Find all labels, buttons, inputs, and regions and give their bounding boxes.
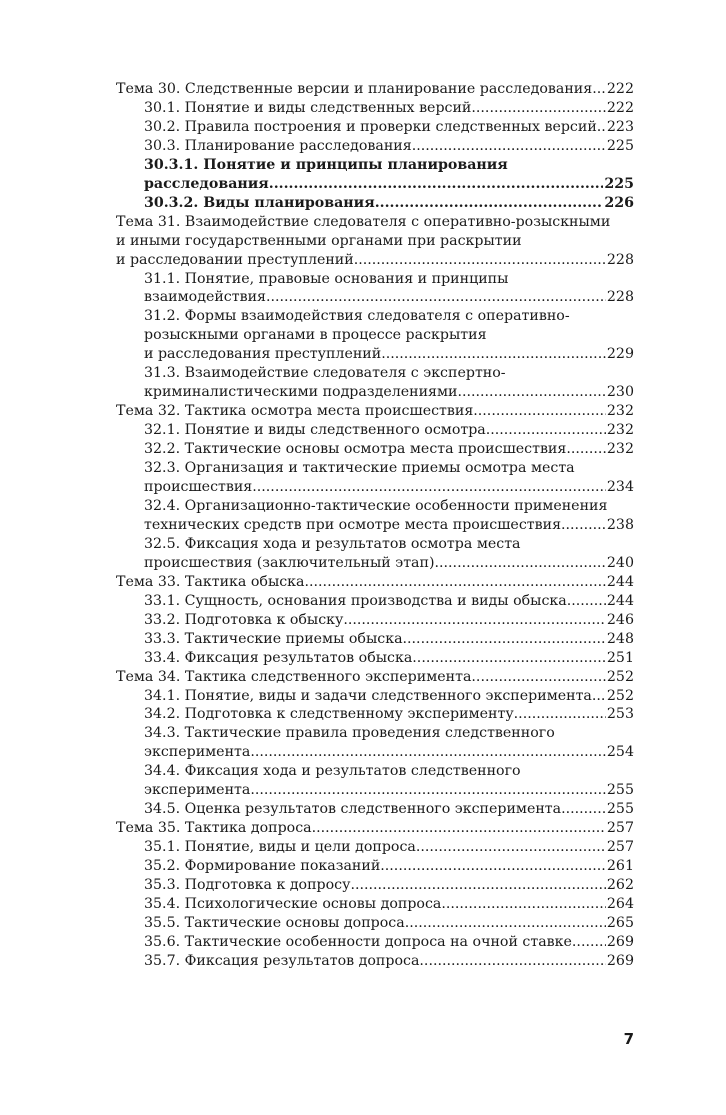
dot-leader	[305, 573, 606, 592]
toc-entry-line	[144, 345, 634, 364]
toc-entry-line	[144, 99, 634, 118]
toc-section-entry	[116, 118, 634, 137]
toc-page-number: 244	[606, 592, 634, 609]
toc-entry-title: расследования.	[144, 175, 274, 192]
toc-page-number: 228	[606, 289, 634, 306]
toc-section-entry	[116, 914, 634, 933]
toc-page-number: 257	[606, 839, 634, 856]
toc-page-number: 223	[606, 118, 634, 135]
toc-topic-entry	[116, 573, 634, 592]
dot-leader	[252, 478, 606, 497]
toc-entry-line	[144, 270, 634, 289]
toc-page-number: 255	[606, 782, 634, 799]
toc-entry-line	[144, 952, 634, 971]
toc-entry-title: 34.1. Понятие, виды и задачи следственного эксперимента	[144, 687, 592, 704]
dot-leader	[250, 743, 606, 762]
toc-entry-title: Тема 34. Тактика следственного эксперимента	[116, 668, 472, 685]
toc-entry-line	[144, 288, 634, 307]
toc-entry-line	[144, 383, 634, 402]
toc-entry-line	[144, 118, 634, 137]
toc-entry-title: 32.5. Фиксация хода и результатов осмотра места	[144, 535, 521, 552]
toc-entry-title: 30.3. Планирование расследования	[144, 137, 412, 154]
toc-section-entry	[116, 838, 634, 857]
toc-entry-line	[144, 307, 634, 326]
toc-entry-title: 35.3. Подготовка к допросу	[144, 877, 351, 894]
dot-leader	[343, 611, 606, 630]
toc-page-number: 228	[606, 251, 634, 268]
toc-section-entry	[116, 724, 634, 762]
toc-entry-line	[144, 175, 634, 194]
dot-leader	[473, 402, 606, 421]
toc-entry-title: эксперимента	[144, 744, 251, 761]
toc-entry-line	[144, 705, 634, 724]
toc-entry-title: 35.5. Тактические основы допроса	[144, 914, 405, 931]
toc-page-number: 255	[606, 801, 634, 818]
toc-page-number: 257	[606, 820, 634, 837]
dot-leader	[486, 421, 606, 440]
dot-leader	[250, 781, 606, 800]
toc-section-entry	[116, 857, 634, 876]
toc-entry-line	[144, 194, 634, 213]
toc-entry-line	[144, 895, 634, 914]
toc-entry-title: 34.4. Фиксация хода и результатов следственного	[144, 763, 521, 780]
dot-leader	[375, 194, 604, 213]
toc-section-entry	[116, 762, 634, 800]
toc-page-number: 234	[606, 479, 634, 496]
toc-entry-title: Тема 32. Тактика осмотра места происшествия	[116, 403, 474, 420]
dot-leader	[471, 668, 605, 687]
toc-entry-line	[144, 876, 634, 895]
toc-entry-title: 32.4. Организационно-тактические особенности применения	[144, 497, 608, 514]
toc-entry-title: криминалистическими подразделениями	[144, 384, 458, 401]
dot-leader	[405, 914, 606, 933]
toc-page-number: 232	[606, 403, 634, 420]
toc-entry-title: Тема 33. Тактика обыска	[116, 573, 305, 590]
toc-entry-title: происшествия	[144, 479, 253, 496]
toc-entry-title: 30.2. Правила построения и проверки следственных версий	[144, 118, 597, 135]
toc-entry-line	[144, 459, 634, 478]
toc-section-entry	[116, 497, 634, 535]
dot-leader	[416, 838, 606, 857]
toc-page-number: 225	[604, 175, 634, 192]
toc-page-number: 248	[606, 630, 634, 647]
toc-entry-line	[144, 326, 634, 345]
toc-page-number: 222	[606, 81, 634, 97]
toc-section-entry	[116, 876, 634, 895]
toc-entry-title: 31.1. Понятие, правовые основания и принципы	[144, 270, 509, 287]
toc-entry-title: и расследования преступлений	[144, 346, 382, 363]
toc-entry-title: 32.2. Тактические основы осмотра места происшествия	[144, 441, 567, 458]
toc-section-entry	[116, 99, 634, 118]
table-of-contents	[116, 80, 634, 971]
toc-entry-line	[116, 573, 634, 592]
toc-entry-line	[144, 497, 634, 516]
toc-entry-line	[144, 630, 634, 649]
toc-entry-line	[144, 724, 634, 743]
toc-page-number: 252	[606, 687, 634, 704]
toc-page-number: 230	[606, 384, 634, 401]
toc-entry-title: 35.1. Понятие, виды и цели допроса	[144, 839, 416, 856]
toc-entry-title: и расследовании преступлений	[116, 251, 354, 268]
toc-entry-line	[144, 781, 634, 800]
toc-entry-title: 33.4. Фиксация результатов обыска	[144, 649, 413, 666]
toc-page-number: 253	[606, 706, 634, 723]
toc-entry-line	[144, 478, 634, 497]
toc-section-entry	[116, 270, 634, 308]
toc-entry-title: розыскными органами в процессе раскрытия	[144, 327, 487, 344]
dot-leader	[572, 933, 606, 952]
dot-leader	[266, 288, 606, 307]
toc-entry-title: 33.3. Тактические приемы обыска	[144, 630, 403, 647]
dot-leader	[412, 137, 606, 156]
page-number: 7	[623, 1030, 634, 1048]
toc-entry-line	[144, 516, 634, 535]
toc-entry-title: 34.5. Оценка результатов следственного эксперимента	[144, 801, 562, 818]
toc-topic-entry	[116, 80, 634, 99]
toc-section-entry	[116, 800, 634, 819]
toc-entry-title: взаимодействия	[144, 289, 266, 306]
dot-leader	[441, 895, 606, 914]
toc-topic-entry	[116, 402, 634, 421]
toc-page-number: 222	[606, 99, 634, 116]
toc-entry-title: 30.3.1. Понятие и принципы планирования	[144, 156, 508, 173]
dot-leader	[514, 705, 606, 724]
toc-entry-title: и иными государственными органами при раскрытии	[116, 232, 522, 249]
toc-section-entry	[116, 705, 634, 724]
dot-leader	[412, 649, 606, 668]
toc-section-entry	[116, 611, 634, 630]
toc-entry-line	[116, 80, 634, 99]
toc-entry-line	[144, 649, 634, 668]
dot-leader	[435, 554, 606, 573]
toc-entry-line	[144, 687, 634, 706]
toc-section-entry	[116, 307, 634, 364]
dot-leader	[597, 118, 606, 137]
toc-entry-line	[144, 838, 634, 857]
toc-entry-line	[144, 914, 634, 933]
toc-section-entry	[116, 687, 634, 706]
toc-entry-title: 32.3. Организация и тактические приемы осмотра места	[144, 460, 575, 477]
toc-entry-title: происшествия (заключительный этап)	[144, 554, 435, 571]
toc-page-number: 251	[606, 649, 634, 666]
toc-entry-line	[144, 611, 634, 630]
toc-page-number: 254	[606, 744, 634, 761]
toc-entry-title: 32.1. Понятие и виды следственного осмотра	[144, 422, 486, 439]
toc-entry-title: 31.2. Формы взаимодействия следователя с оперативно-	[144, 308, 570, 325]
toc-page-number: 229	[606, 346, 634, 363]
toc-entry-title: Тема 31. Взаимодействие следователя с оперативно-розыскными	[116, 213, 611, 230]
dot-leader	[312, 819, 606, 838]
toc-entry-title: Тема 30. Следственные версии и планирование расследования	[116, 81, 593, 97]
toc-entry-line	[144, 364, 634, 383]
toc-entry-line	[144, 554, 634, 573]
toc-section-entry	[116, 156, 634, 194]
toc-entry-line	[116, 251, 634, 270]
toc-entry-title: 34.3. Тактические правила проведения следственного	[144, 725, 555, 742]
toc-section-entry	[116, 895, 634, 914]
dot-leader	[274, 175, 604, 194]
toc-entry-title: 35.7. Фиксация результатов допроса	[144, 952, 420, 969]
toc-section-entry	[116, 137, 634, 156]
toc-topic-entry	[116, 668, 634, 687]
dot-leader	[567, 592, 606, 611]
dot-leader	[380, 857, 606, 876]
toc-entry-line	[144, 421, 634, 440]
toc-entry-title: эксперимента	[144, 782, 251, 799]
dot-leader	[381, 345, 606, 364]
dot-leader	[566, 440, 606, 459]
dot-leader	[471, 99, 606, 118]
toc-page-number: 232	[606, 441, 634, 458]
toc-page-number: 252	[606, 668, 634, 685]
toc-entry-line	[116, 213, 634, 232]
toc-section-entry	[116, 630, 634, 649]
dot-leader	[354, 251, 606, 270]
toc-page-number: 225	[606, 137, 634, 154]
toc-entry-title: технических средств при осмотре места происшествия	[144, 516, 562, 533]
toc-page-number: 244	[606, 573, 634, 590]
toc-entry-title: Тема 35. Тактика допроса	[116, 820, 312, 837]
toc-entry-title: 33.2. Подготовка к обыску	[144, 611, 344, 628]
toc-section-entry	[116, 364, 634, 402]
toc-entry-title: 34.2. Подготовка к следственному эксперименту	[144, 706, 514, 723]
toc-entry-line	[116, 402, 634, 421]
toc-page-number: 264	[606, 895, 634, 912]
dot-leader	[350, 876, 605, 895]
dot-leader	[403, 630, 606, 649]
toc-entry-line	[144, 762, 634, 781]
toc-entry-line	[144, 440, 634, 459]
dot-leader	[561, 516, 606, 535]
toc-section-entry	[116, 459, 634, 497]
dot-leader	[592, 80, 606, 99]
toc-entry-line	[144, 137, 634, 156]
dot-leader	[592, 687, 606, 706]
toc-section-entry	[116, 535, 634, 573]
toc-section-entry	[116, 592, 634, 611]
toc-entry-line	[116, 232, 634, 251]
toc-section-entry	[116, 649, 634, 668]
toc-entry-line	[144, 535, 634, 554]
toc-page-number: 265	[606, 914, 634, 931]
toc-page-number: 262	[606, 877, 634, 894]
toc-entry-title: 35.4. Психологические основы допроса	[144, 895, 442, 912]
toc-entry-title: 35.2. Формирование показаний	[144, 858, 381, 875]
toc-page-number: 246	[606, 611, 634, 628]
toc-entry-title: 35.6. Тактические особенности допроса на очной ставке	[144, 933, 572, 950]
toc-page-number: 261	[606, 858, 634, 875]
toc-entry-line	[144, 857, 634, 876]
toc-page-number: 232	[606, 422, 634, 439]
toc-section-entry	[116, 933, 634, 952]
toc-entry-line	[144, 592, 634, 611]
toc-section-entry	[116, 952, 634, 971]
toc-topic-entry	[116, 819, 634, 838]
toc-entry-line	[144, 743, 634, 762]
toc-page-number: 238	[606, 516, 634, 533]
toc-entry-title: 33.1. Сущность, основания производства и виды обыска	[144, 592, 567, 609]
toc-section-entry	[116, 440, 634, 459]
toc-entry-line	[116, 819, 634, 838]
toc-entry-line	[144, 800, 634, 819]
toc-entry-line	[144, 156, 634, 175]
toc-page-number: 226	[604, 194, 634, 211]
dot-leader	[419, 952, 605, 971]
toc-page-number: 269	[606, 933, 634, 950]
dot-leader	[457, 383, 605, 402]
dot-leader	[561, 800, 606, 819]
toc-page-number: 240	[606, 554, 634, 571]
toc-entry-line	[116, 668, 634, 687]
toc-entry-title: 31.3. Взаимодействие следователя с экспертно-	[144, 365, 506, 382]
toc-entry-title: 30.3.2. Виды планирования	[144, 194, 375, 211]
toc-page-number: 269	[606, 952, 634, 969]
toc-topic-entry	[116, 213, 634, 270]
toc-entry-line	[144, 933, 634, 952]
toc-entry-title: 30.1. Понятие и виды следственных версий	[144, 99, 472, 116]
toc-section-entry	[116, 194, 634, 213]
toc-section-entry	[116, 421, 634, 440]
